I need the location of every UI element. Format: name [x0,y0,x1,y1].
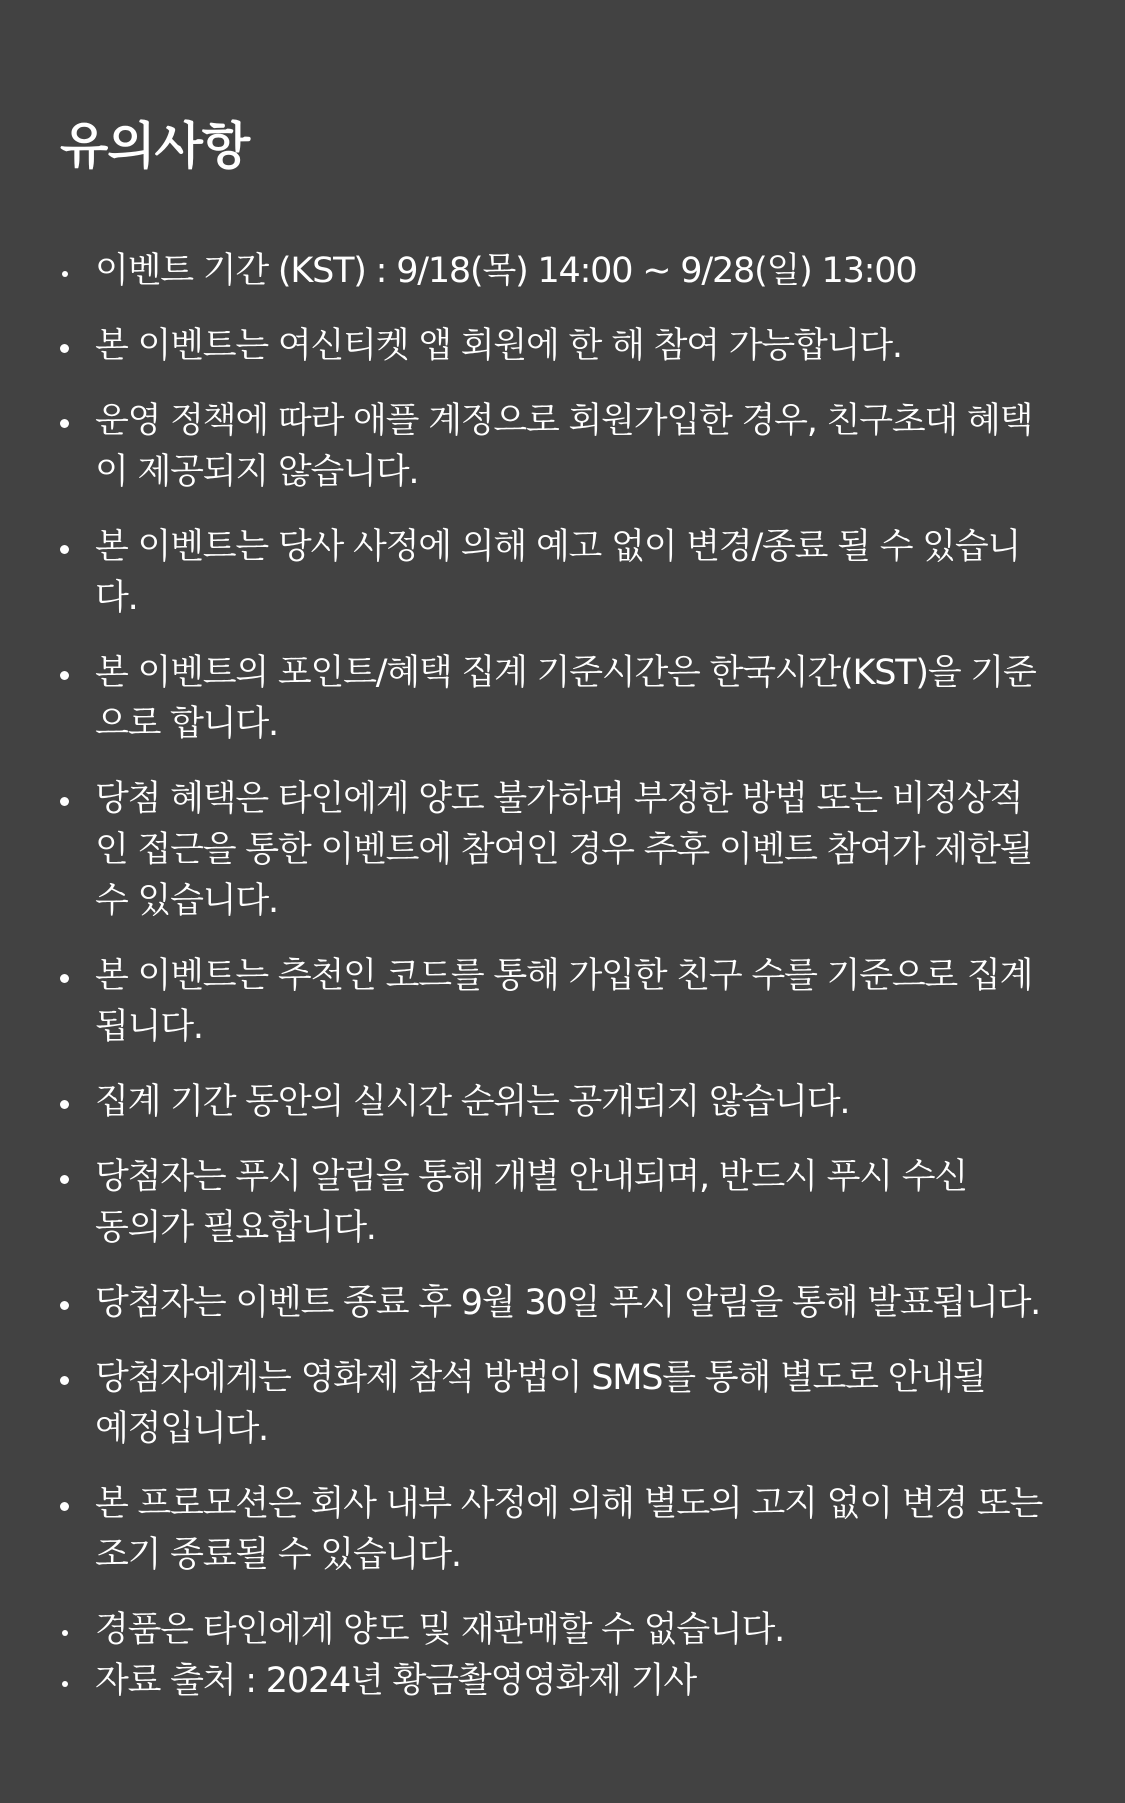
notice-item-line: 당첨자는 이벤트 종료 후 9월 30일 푸시 알림을 통해 발표됩니다. [95,1283,1041,1323]
notice-item-text [95,1353,1085,1455]
bullet-icon [60,671,69,680]
notice-item-line: 동의가 필요합니다. [95,1208,376,1248]
notice-item-line: 당첨 혜택은 타인에게 양도 불가하며 부정한 방법 또는 비정상적 [95,779,1023,819]
notice-item-text [95,1152,1085,1254]
notice-item-line: 다. [95,578,138,618]
bullet-icon [60,1301,69,1310]
notice-item-line: 됩니다. [95,1007,203,1047]
bullet-icon [60,1100,69,1109]
notice-item-line: 이벤트 기간 (KST) : 9/18(목) 14:00 ~ 9/28(일) 13:00 [95,251,917,291]
bullet-icon [60,1502,69,1511]
notice-item-line: 으로 합니다. [95,704,278,744]
notice-item-text [95,396,1085,498]
notice-item-line: 수 있습니다. [95,881,278,921]
notice-item-line: 본 이벤트는 여신티켓 앱 회원에 한 해 참여 가능합니다. [95,326,902,366]
notice-title: 유의사항 [60,117,250,175]
notice-item-text [95,246,1085,297]
bullet-icon [60,1376,69,1385]
notice-item-line: 당첨자는 푸시 알림을 통해 개별 안내되며, 반드시 푸시 수신 [95,1157,967,1197]
notice-item-text [95,1656,1085,1707]
bullet-icon [62,1630,68,1636]
notice-item-line: 본 이벤트의 포인트/혜택 집계 기준시간은 한국시간(KST)을 기준 [95,653,1036,693]
notice-item-line: 집계 기간 동안의 실시간 순위는 공개되지 않습니다. [95,1082,850,1122]
notice-item-line: 인 접근을 통한 이벤트에 참여인 경우 추후 이벤트 참여가 제한될 [95,830,1033,870]
notice-item-line: 본 프로모션은 회사 내부 사정에 의해 별도의 고지 없이 변경 또는 [95,1484,1043,1524]
notice-item-line: 이 제공되지 않습니다. [95,452,419,492]
notice-item-line: 본 이벤트는 추천인 코드를 통해 가입한 친구 수를 기준으로 집계 [95,956,1033,996]
notice-item-text [95,522,1085,624]
bullet-icon [60,419,69,428]
bullet-icon [60,344,69,353]
bullet-icon [60,545,69,554]
notice-item-text [95,774,1085,927]
notice-item-line: 당첨자에게는 영화제 참석 방법이 SMS를 통해 별도로 안내될 [95,1358,986,1398]
notice-item-line: 자료 출처 : 2024년 황금촬영영화제 기사 [95,1661,697,1701]
notice-item-text [95,951,1085,1053]
notice-item-line: 조기 종료될 수 있습니다. [95,1535,461,1575]
notice-item-line: 본 이벤트는 당사 사정에 의해 예고 없이 변경/종료 될 수 있습니 [95,527,1021,567]
bullet-icon [60,797,69,806]
notice-item-text [95,1479,1085,1581]
notice-item-line: 운영 정책에 따라 애플 계정으로 회원가입한 경우, 친구초대 혜택 [95,401,1033,441]
bullet-icon [60,1175,69,1184]
notice-item-line: 경품은 타인에게 양도 및 재판매할 수 없습니다. [95,1610,785,1650]
notice-item-line: 예정입니다. [95,1409,268,1449]
notice-item-text [95,1605,1085,1656]
notice-item-text [95,1077,1085,1128]
notice-item-text [95,1278,1085,1329]
bullet-icon [62,1681,68,1687]
bullet-icon [60,974,69,983]
notice-item-text [95,321,1085,372]
bullet-icon [62,271,68,277]
notice-item-text [95,648,1085,750]
